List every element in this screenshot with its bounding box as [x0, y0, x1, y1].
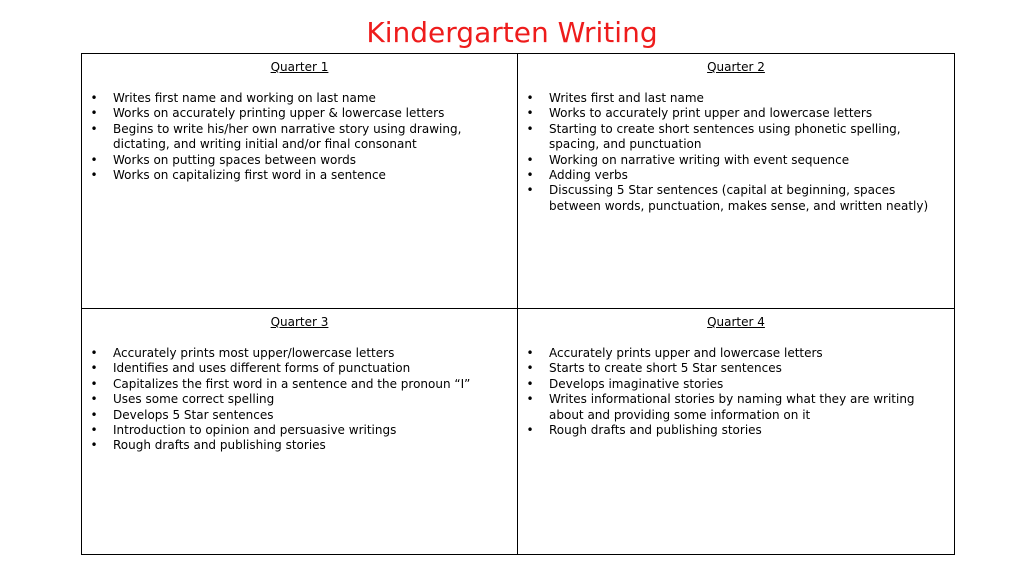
list-item — [82, 361, 517, 376]
list-item — [518, 91, 954, 106]
list-item-text: Works on accurately printing upper & lowercase letters — [113, 106, 445, 121]
list-item-text: Begins to write his/her own narrative story using drawing, dictating, and writing initial and/or final consonant — [113, 121, 462, 152]
quarter-heading: Quarter 3 — [270, 315, 329, 329]
bullet-icon: • — [526, 392, 534, 407]
quarter-heading: Quarter 2 — [707, 60, 765, 74]
page-title: Kindergarten Writing — [366, 16, 658, 49]
list-item-text: Discussing 5 Star sentences (capital at beginning, spaces between words, punctuation, makes sense, and written neatly) — [549, 183, 929, 213]
bullet-icon: • — [90, 392, 98, 407]
bullet-icon: • — [90, 423, 98, 438]
list-item — [518, 106, 954, 121]
bullet-icon: • — [90, 152, 98, 167]
list-item-text: Working on narrative writing with event sequence — [549, 152, 850, 167]
list-item-text: Develops 5 Star sentences — [113, 407, 274, 422]
list-item — [518, 183, 954, 214]
list-item-text: Writes first name and working on last name — [113, 91, 376, 105]
quarter-1-cell — [82, 54, 518, 309]
quarter-list — [82, 91, 517, 183]
list-item-text: Works on capitalizing first word in a sentence — [113, 168, 386, 183]
bullet-icon: • — [90, 346, 98, 360]
list-item-text: Starting to create short sentences using phonetic spelling, spacing, and punctuation — [549, 121, 901, 152]
list-item-text: Identifies and uses different forms of punctuation — [113, 361, 411, 376]
list-item-text: Rough drafts and publishing stories — [113, 438, 326, 453]
list-item — [518, 392, 954, 423]
bullet-icon: • — [90, 91, 98, 105]
list-item-text: Works to accurately print upper and lowercase letters — [549, 106, 873, 121]
list-item — [518, 122, 954, 153]
bullet-icon: • — [90, 168, 98, 183]
quarter-3-cell — [82, 309, 518, 554]
list-item — [82, 106, 517, 121]
list-item — [518, 346, 954, 361]
bullet-icon: • — [90, 361, 98, 376]
bullet-icon: • — [526, 346, 534, 360]
list-item — [82, 392, 517, 407]
quarter-list — [82, 346, 517, 454]
quarter-2-cell — [518, 54, 954, 309]
quarter-list — [518, 91, 954, 214]
bullet-icon: • — [526, 152, 534, 167]
bullet-icon: • — [90, 121, 98, 136]
list-item — [82, 377, 517, 392]
list-item-text: Accurately prints most upper/lowercase letters — [113, 346, 395, 360]
list-item-text: Rough drafts and publishing stories — [549, 423, 762, 438]
bullet-icon: • — [90, 438, 98, 453]
list-item — [82, 438, 517, 453]
list-item — [82, 346, 517, 361]
list-item — [518, 153, 954, 168]
list-item-text: Writes first and last name — [549, 91, 704, 105]
list-item — [82, 122, 517, 153]
list-item — [82, 153, 517, 168]
list-item-text: Works on putting spaces between words — [113, 152, 356, 167]
list-item — [518, 377, 954, 392]
list-item-text: Develops imaginative stories — [549, 376, 724, 391]
quarter-heading: Quarter 4 — [707, 315, 765, 329]
list-item — [82, 423, 517, 438]
bullet-icon: • — [526, 183, 534, 198]
list-item-text: Starts to create short 5 Star sentences — [549, 361, 782, 376]
list-item — [518, 423, 954, 438]
list-item-text: Adding verbs — [549, 168, 628, 183]
bullet-icon: • — [526, 121, 534, 136]
list-item — [518, 361, 954, 376]
list-item-text: Uses some correct spelling — [113, 392, 275, 407]
list-item-text: Capitalizes the first word in a sentence and the pronoun “I” — [113, 376, 471, 391]
bullet-icon: • — [90, 407, 98, 422]
bullet-icon: • — [526, 91, 534, 105]
bullet-icon: • — [526, 376, 534, 391]
bullet-icon: • — [526, 106, 534, 121]
bullet-icon: • — [526, 423, 534, 438]
bullet-icon: • — [90, 106, 98, 121]
list-item — [518, 168, 954, 183]
quarter-4-cell — [518, 309, 954, 554]
list-item-text: Writes informational stories by naming what they are writing about and providing some information on it — [549, 392, 915, 422]
list-item — [82, 91, 517, 106]
list-item — [82, 168, 517, 183]
list-item-text: Introduction to opinion and persuasive writings — [113, 423, 397, 438]
bullet-icon: • — [526, 361, 534, 376]
quarter-list — [518, 346, 954, 438]
bullet-icon: • — [526, 168, 534, 183]
quarters-table — [81, 53, 955, 555]
bullet-icon: • — [90, 376, 98, 391]
list-item-text: Accurately prints upper and lowercase letters — [549, 346, 823, 360]
list-item — [82, 408, 517, 423]
quarter-heading: Quarter 1 — [270, 60, 329, 74]
